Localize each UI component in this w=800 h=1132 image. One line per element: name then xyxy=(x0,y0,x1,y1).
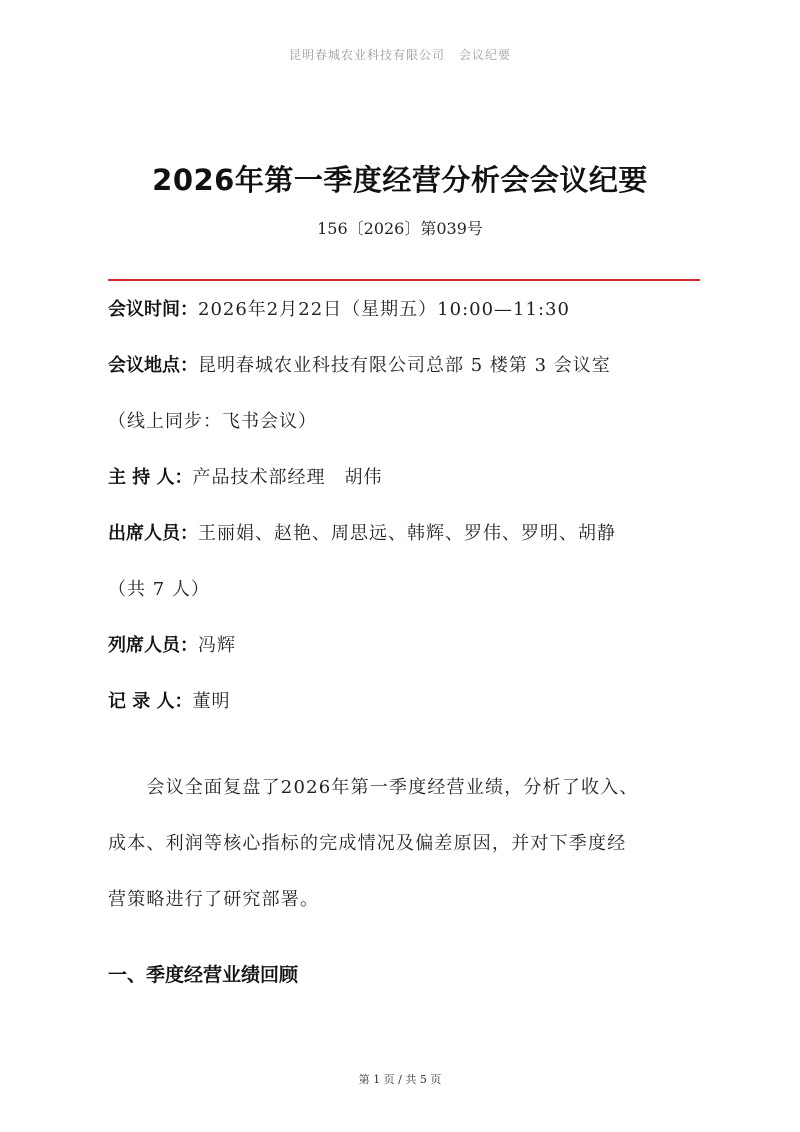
summary-line-2: 成本、利润等核心指标的完成情况及偏差原因，并对下季度经 xyxy=(108,833,627,854)
observers-row xyxy=(108,634,708,658)
meeting-location-label: 会议地点： xyxy=(108,355,198,376)
host-value: 产品技术部经理 胡伟 xyxy=(192,467,383,488)
meeting-time-label: 会议时间： xyxy=(108,299,198,320)
meeting-time-row xyxy=(108,298,708,322)
attendees-value: 王丽娟、赵艳、周思远、韩辉、罗伟、罗明、胡静 xyxy=(198,523,616,544)
observers-label: 列席人员： xyxy=(108,635,198,656)
recorder-label: 记 录 人： xyxy=(108,691,193,712)
meeting-location-row-cont xyxy=(108,410,708,434)
meeting-time-value: 2026年2月22日（星期五）10:00—11:30 xyxy=(198,299,570,320)
header-label: 会议纪要 xyxy=(459,48,512,62)
attendees-row-cont xyxy=(108,578,708,602)
section-heading: 一、季度经营业绩回顾 xyxy=(108,964,299,986)
recorder-value: 董明 xyxy=(192,691,231,712)
running-header xyxy=(0,46,800,63)
host-label: 主 持 人： xyxy=(108,467,193,488)
meeting-location-value: 昆明春城农业科技有限公司总部 5 楼第 3 会议室 xyxy=(198,355,611,376)
red-divider-line xyxy=(108,279,700,281)
summary-line-3: 营策略进行了研究部署。 xyxy=(108,889,320,910)
attendees-row xyxy=(108,522,708,546)
meeting-location-row xyxy=(108,354,708,378)
observers-value: 冯辉 xyxy=(198,635,236,656)
attendees-count: （共 7 人） xyxy=(108,579,210,600)
summary-line-1: 会议全面复盘了2026年第一季度经营业绩，分析了收入、 xyxy=(108,777,639,798)
recorder-row xyxy=(108,690,708,714)
meeting-location-online: （线上同步：飞书会议） xyxy=(108,411,317,432)
attendees-label: 出席人员： xyxy=(108,523,198,544)
host-row xyxy=(108,466,708,490)
page-footer: 第 1 页 / 共 5 页 xyxy=(358,1073,442,1086)
document-title: 2026年第一季度经营分析会会议纪要 xyxy=(152,163,648,197)
header-company: 昆明春城农业科技有限公司 xyxy=(288,48,445,62)
document-number: 156〔2026〕第039号 xyxy=(317,219,483,238)
